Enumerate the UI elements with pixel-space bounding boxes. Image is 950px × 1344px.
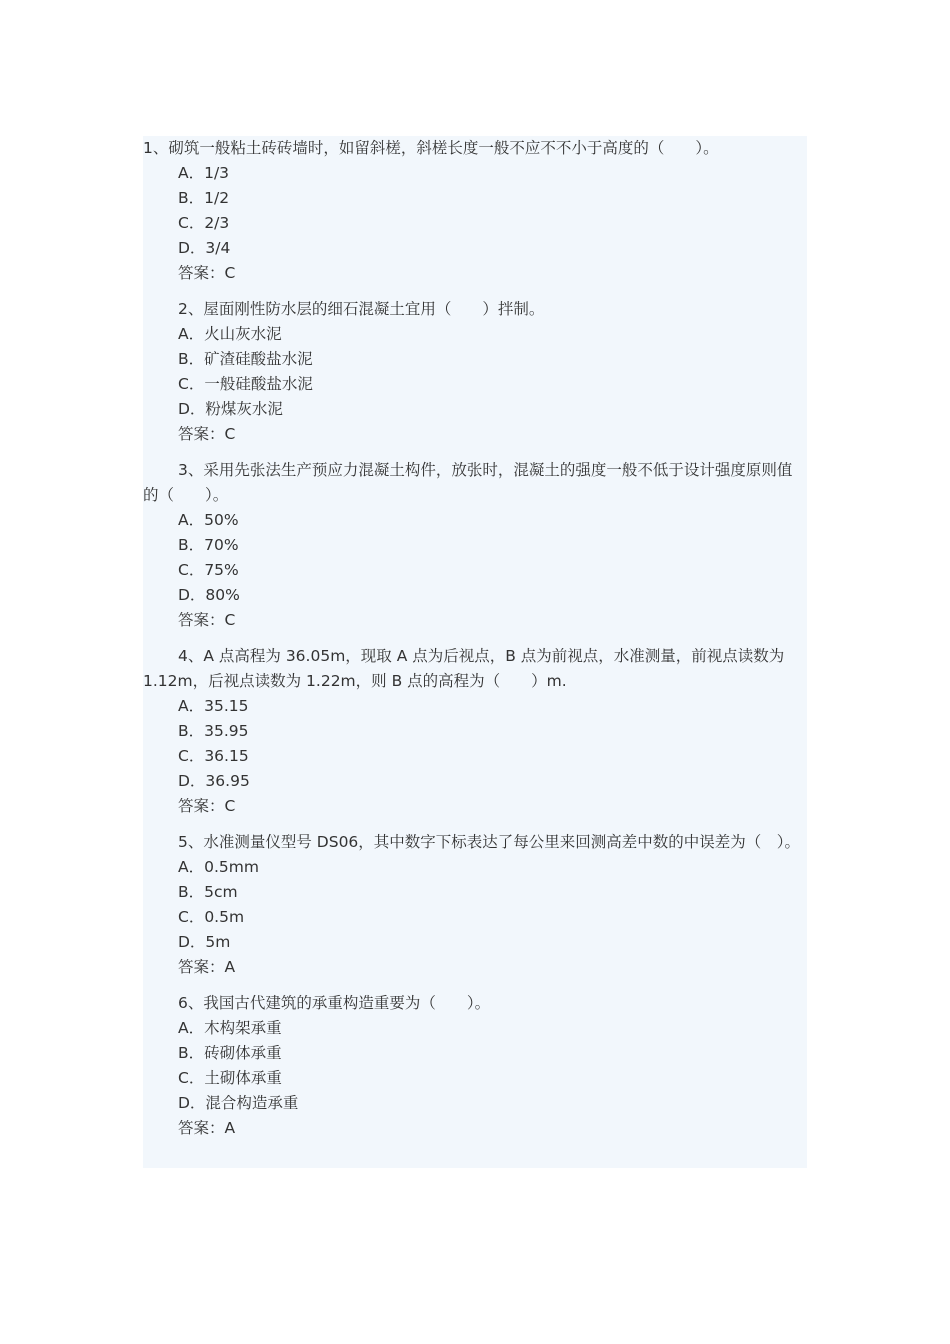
option-d: D．粉煤灰水泥 (178, 400, 283, 418)
option-b: B．矿渣硅酸盐水泥 (178, 350, 313, 368)
question-text: 1、砌筑一般粘土砖砖墙时，如留斜槎，斜槎长度一般不应不不小于高度的（ ）。 (143, 139, 719, 157)
question-item (143, 297, 803, 447)
option-d: D．3/4 (178, 239, 231, 257)
option-c: C．一般硅酸盐水泥 (178, 375, 313, 393)
option-c: C．土砌体承重 (178, 1069, 282, 1087)
question-text: 4、A 点高程为 36.05m，现取 A 点为后视点，B 点为前视点，水准测量，前视点读数为 1.12m，后视点读数为 1.22m，则 B 点的高程为（ ）m. (143, 647, 785, 690)
option-a: A．木构架承重 (178, 1019, 282, 1037)
option-b: B．70% (178, 536, 239, 554)
question-item (143, 830, 803, 980)
question-item (143, 991, 803, 1141)
option-a: A．35.15 (178, 697, 249, 715)
option-a: A．火山灰水泥 (178, 325, 282, 343)
option-a: A．50% (178, 511, 239, 529)
option-b: B．砖砌体承重 (178, 1044, 282, 1062)
answer-line: 答案：A (178, 958, 236, 976)
question-text: 5、水准测量仪型号 DS06，其中数字下标表达了每公里来回测高差中数的中误差为（ ）。 (178, 833, 801, 851)
answer-line: 答案：C (178, 264, 236, 282)
question-text: 2、屋面刚性防水层的细石混凝土宜用（ ）拌制。 (178, 300, 545, 318)
option-d: D．36.95 (178, 772, 250, 790)
answer-line: 答案：A (178, 1119, 236, 1137)
answer-line: 答案：C (178, 425, 236, 443)
option-d: D．80% (178, 586, 240, 604)
option-c: C．36.15 (178, 747, 249, 765)
question-item (143, 644, 803, 819)
question-item (143, 458, 803, 633)
answer-line: 答案：C (178, 797, 236, 815)
option-c: C．2/3 (178, 214, 230, 232)
option-b: B．1/2 (178, 189, 230, 207)
option-c: C．0.5m (178, 908, 245, 926)
answer-line: 答案：C (178, 611, 236, 629)
question-list (143, 136, 803, 1152)
option-b: B．5cm (178, 883, 238, 901)
question-text: 6、我国古代建筑的承重构造重要为（ ）。 (178, 994, 491, 1012)
option-a: A．0.5mm (178, 858, 259, 876)
option-d: D．5m (178, 933, 231, 951)
question-text: 3、采用先张法生产预应力混凝土构件，放张时，混凝土的强度一般不低于设计强度原则值的（ ）。 (143, 461, 793, 504)
option-d: D．混合构造承重 (178, 1094, 299, 1112)
option-a: A．1/3 (178, 164, 230, 182)
option-b: B．35.95 (178, 722, 249, 740)
option-c: C．75% (178, 561, 239, 579)
question-item (143, 136, 803, 286)
